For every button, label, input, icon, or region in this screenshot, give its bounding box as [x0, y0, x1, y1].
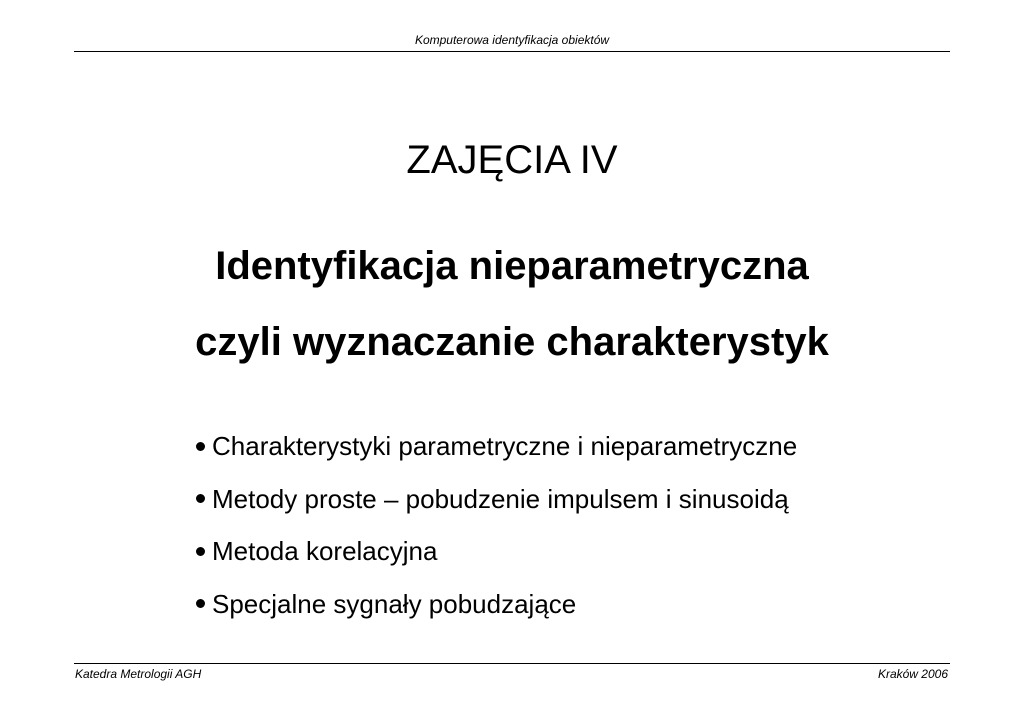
header-divider: [74, 51, 950, 52]
list-item: [192, 420, 797, 473]
footer-department: Katedra Metrologii AGH: [75, 667, 202, 681]
header-course-title: Komputerowa identyfikacja obiektów: [414, 33, 610, 47]
bullet-text: Metody proste – pobudzenie impulsem i sinusoidą: [212, 483, 789, 514]
bullet-icon: [196, 442, 205, 451]
list-item: [192, 578, 797, 631]
bullet-icon: [196, 494, 205, 503]
list-item: [192, 525, 797, 578]
footer-place-year: Kraków 2006: [877, 667, 948, 681]
slide-subtitle-line-2: czyli wyznaczanie charakterystyk: [195, 320, 829, 364]
bullet-list: [192, 420, 797, 630]
list-item: [192, 473, 797, 526]
bullet-text: Charakterystyki parametryczne i nieparametryczne: [212, 431, 798, 462]
bullet-icon: [196, 599, 205, 608]
slide-subtitle-line-1: Identyfikacja nieparametryczna: [215, 244, 809, 288]
bullet-text: Metoda korelacyjna: [212, 536, 438, 567]
slide-title: ZAJĘCIA IV: [406, 138, 618, 182]
footer-divider: [74, 663, 950, 664]
bullet-text: Specjalne sygnały pobudzające: [212, 588, 577, 619]
bullet-icon: [196, 547, 205, 556]
